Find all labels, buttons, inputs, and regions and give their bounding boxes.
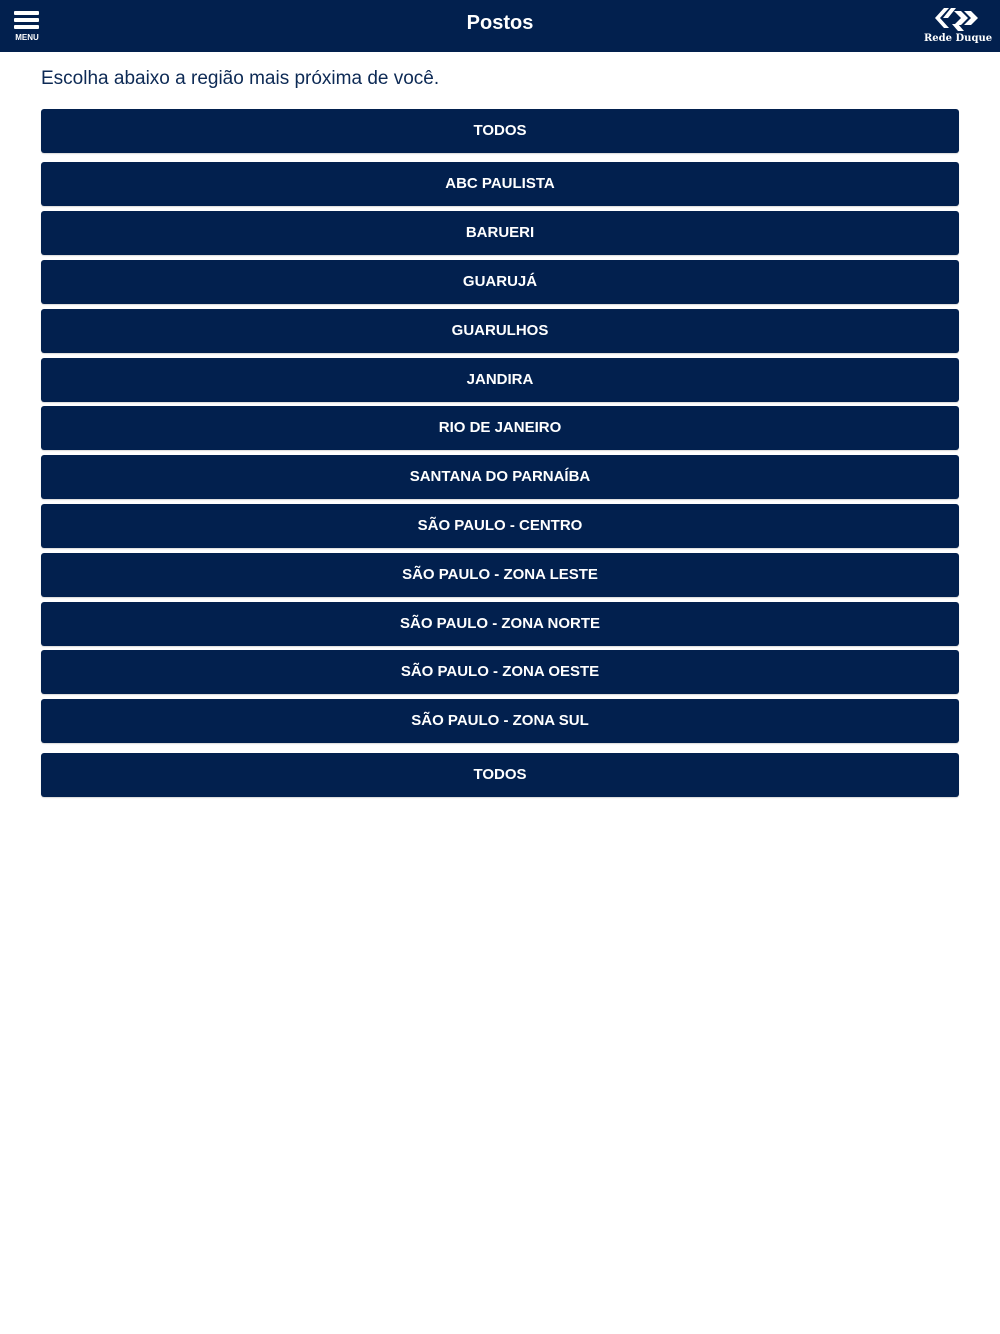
region-button-sao-paulo-centro[interactable]: SÃO PAULO - CENTRO: [41, 504, 959, 548]
region-button-guaruja[interactable]: GUARUJÁ: [41, 260, 959, 304]
region-button-barueri[interactable]: BARUERI: [41, 211, 959, 255]
region-button-abc-paulista[interactable]: ABC PAULISTA: [41, 162, 959, 206]
region-button-todos-bottom[interactable]: TODOS: [41, 753, 959, 797]
page-title: Postos: [466, 12, 534, 34]
intro-text: Escolha abaixo a região mais próxima de você.: [41, 68, 440, 89]
logo-mark-icon: [934, 7, 980, 33]
app-header: [0, 0, 1000, 52]
region-button-todos[interactable]: TODOS: [41, 109, 959, 153]
region-button-sao-paulo-zona-sul[interactable]: SÃO PAULO - ZONA SUL: [41, 699, 959, 743]
region-button-rio-de-janeiro[interactable]: RIO DE JANEIRO: [41, 406, 959, 450]
region-button-sao-paulo-zona-oeste[interactable]: SÃO PAULO - ZONA OESTE: [41, 650, 959, 694]
region-button-santana-do-parnaiba[interactable]: SANTANA DO PARNAÍBA: [41, 455, 959, 499]
region-button-sao-paulo-zona-leste[interactable]: SÃO PAULO - ZONA LESTE: [41, 553, 959, 597]
region-button-sao-paulo-zona-norte[interactable]: SÃO PAULO - ZONA NORTE: [41, 602, 959, 646]
region-button-guarulhos[interactable]: GUARULHOS: [41, 309, 959, 353]
region-button-jandira[interactable]: JANDIRA: [41, 358, 959, 402]
rede-duque-logo[interactable]: [924, 7, 993, 47]
logo-text: Rede Duque: [924, 33, 993, 44]
menu-label: MENU: [15, 33, 39, 42]
